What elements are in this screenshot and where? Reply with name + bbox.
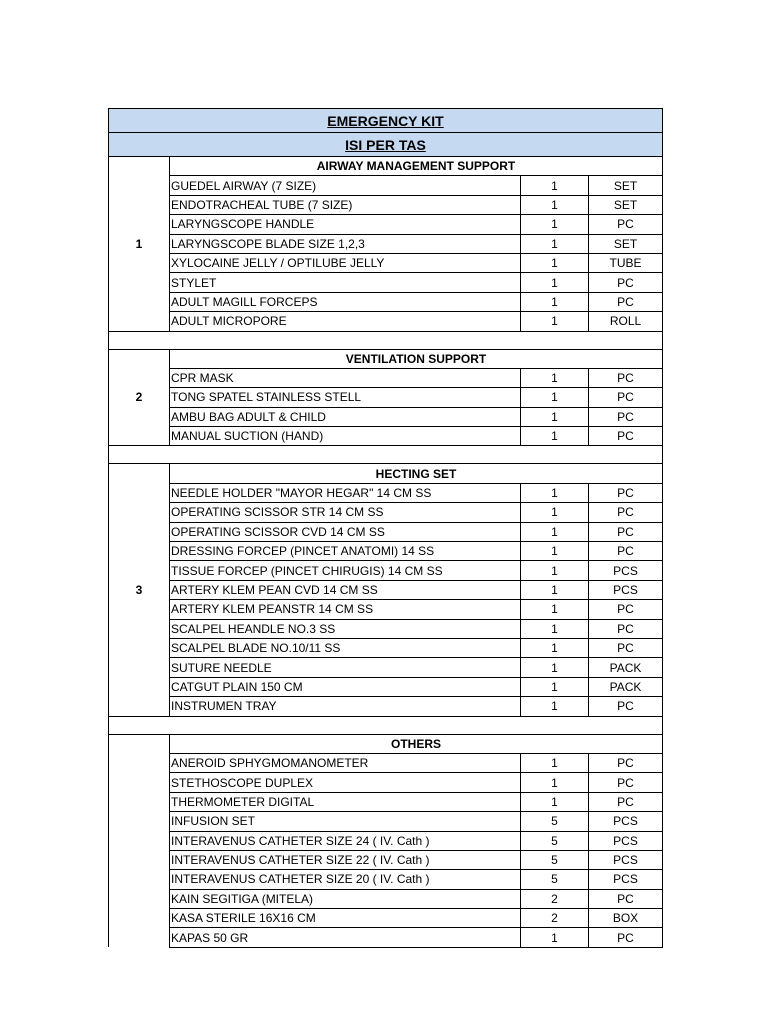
item-quantity: 1 xyxy=(521,522,589,541)
emergency-kit-table xyxy=(108,108,663,948)
item-unit: BOX xyxy=(589,909,663,928)
item-unit: PCS xyxy=(589,812,663,831)
item-name: OPERATING SCISSOR STR 14 CM SS xyxy=(170,503,521,522)
table-row xyxy=(109,677,663,696)
item-unit: PACK xyxy=(589,658,663,677)
item-name: ENDOTRACHEAL TUBE (7 SIZE) xyxy=(170,195,521,214)
table-row xyxy=(109,580,663,599)
item-unit: PC xyxy=(589,427,663,446)
item-quantity: 1 xyxy=(521,542,589,561)
item-unit: PCS xyxy=(589,561,663,580)
table-row xyxy=(109,697,663,716)
table-row xyxy=(109,812,663,831)
section-heading-row xyxy=(109,157,663,176)
item-unit: TUBE xyxy=(589,253,663,272)
item-unit: PC xyxy=(589,619,663,638)
table-row xyxy=(109,619,663,638)
item-quantity: 1 xyxy=(521,368,589,387)
item-quantity: 2 xyxy=(521,909,589,928)
section-heading: HECTING SET xyxy=(170,464,663,483)
item-name: SCALPEL BLADE NO.10/11 SS xyxy=(170,638,521,657)
item-unit: SET xyxy=(589,176,663,195)
item-quantity: 1 xyxy=(521,580,589,599)
table-row xyxy=(109,522,663,541)
item-unit: PC xyxy=(589,407,663,426)
table-row xyxy=(109,773,663,792)
item-unit: PCS xyxy=(589,850,663,869)
item-unit: SET xyxy=(589,234,663,253)
table-row xyxy=(109,195,663,214)
subtitle-row xyxy=(109,133,663,157)
item-name: DRESSING FORCEP (PINCET ANATOMI) 14 SS xyxy=(170,542,521,561)
item-name: LARYNGSCOPE HANDLE xyxy=(170,215,521,234)
item-unit: PC xyxy=(589,638,663,657)
table-row xyxy=(109,427,663,446)
table-row xyxy=(109,909,663,928)
sheet-subtitle: ISI PER TAS xyxy=(109,133,663,157)
item-name: ARTERY KLEM PEANSTR 14 CM SS xyxy=(170,600,521,619)
item-unit: PC xyxy=(589,273,663,292)
item-unit: PCS xyxy=(589,580,663,599)
item-quantity: 5 xyxy=(521,831,589,850)
item-name: ANEROID SPHYGMOMANOMETER xyxy=(170,753,521,772)
table-row xyxy=(109,831,663,850)
item-quantity: 1 xyxy=(521,253,589,272)
item-unit: PC xyxy=(589,368,663,387)
item-unit: PC xyxy=(589,773,663,792)
item-quantity: 1 xyxy=(521,312,589,331)
item-quantity: 1 xyxy=(521,195,589,214)
table-row xyxy=(109,870,663,889)
table-row xyxy=(109,368,663,387)
item-quantity: 1 xyxy=(521,638,589,657)
table-row xyxy=(109,407,663,426)
item-unit: PC xyxy=(589,792,663,811)
item-quantity: 1 xyxy=(521,292,589,311)
item-unit: PC xyxy=(589,889,663,908)
item-name: XYLOCAINE JELLY / OPTILUBE JELLY xyxy=(170,253,521,272)
section-heading-row xyxy=(109,349,663,368)
section-heading: VENTILATION SUPPORT xyxy=(170,349,663,368)
item-name: STYLET xyxy=(170,273,521,292)
item-name: CPR MASK xyxy=(170,368,521,387)
section-number xyxy=(109,734,170,947)
item-quantity: 1 xyxy=(521,792,589,811)
table-row xyxy=(109,388,663,407)
item-name: KAPAS 50 GR xyxy=(170,928,521,947)
item-quantity: 1 xyxy=(521,388,589,407)
table-row xyxy=(109,850,663,869)
item-quantity: 1 xyxy=(521,483,589,502)
item-name: STETHOSCOPE DUPLEX xyxy=(170,773,521,792)
item-name: ADULT MICROPORE xyxy=(170,312,521,331)
item-unit: PC xyxy=(589,292,663,311)
item-unit: PC xyxy=(589,753,663,772)
item-quantity: 2 xyxy=(521,889,589,908)
table-row xyxy=(109,889,663,908)
item-quantity: 1 xyxy=(521,234,589,253)
item-name: ADULT MAGILL FORCEPS xyxy=(170,292,521,311)
item-quantity: 1 xyxy=(521,677,589,696)
item-name: KAIN SEGITIGA (MITELA) xyxy=(170,889,521,908)
table-row xyxy=(109,483,663,502)
item-quantity: 1 xyxy=(521,561,589,580)
item-name: NEEDLE HOLDER "MAYOR HEGAR" 14 CM SS xyxy=(170,483,521,502)
section-heading-row xyxy=(109,734,663,753)
item-quantity: 1 xyxy=(521,753,589,772)
section-heading: OTHERS xyxy=(170,734,663,753)
item-name: TISSUE FORCEP (PINCET CHIRUGIS) 14 CM SS xyxy=(170,561,521,580)
item-unit: PC xyxy=(589,522,663,541)
item-unit: PC xyxy=(589,215,663,234)
table-row xyxy=(109,542,663,561)
item-quantity: 5 xyxy=(521,812,589,831)
section-heading: AIRWAY MANAGEMENT SUPPORT xyxy=(170,157,663,176)
spacer-row xyxy=(109,331,663,349)
item-name: THERMOMETER DIGITAL xyxy=(170,792,521,811)
item-name: TONG SPATEL STAINLESS STELL xyxy=(170,388,521,407)
item-name: MANUAL SUCTION (HAND) xyxy=(170,427,521,446)
section-number: 3 xyxy=(109,464,170,716)
section-number: 1 xyxy=(109,157,170,332)
spacer-cell xyxy=(109,331,663,349)
item-unit: ROLL xyxy=(589,312,663,331)
section-heading-row xyxy=(109,464,663,483)
item-quantity: 1 xyxy=(521,773,589,792)
item-quantity: 1 xyxy=(521,658,589,677)
item-name: AMBU BAG ADULT & CHILD xyxy=(170,407,521,426)
item-quantity: 1 xyxy=(521,928,589,947)
item-name: INTERAVENUS CATHETER SIZE 24 ( IV. Cath ) xyxy=(170,831,521,850)
item-name: INFUSION SET xyxy=(170,812,521,831)
item-quantity: 1 xyxy=(521,503,589,522)
section-number: 2 xyxy=(109,349,170,446)
table-row xyxy=(109,503,663,522)
item-name: SCALPEL HEANDLE NO.3 SS xyxy=(170,619,521,638)
table-row xyxy=(109,792,663,811)
item-quantity: 1 xyxy=(521,619,589,638)
item-unit: PC xyxy=(589,542,663,561)
item-quantity: 5 xyxy=(521,870,589,889)
item-unit: PC xyxy=(589,503,663,522)
spacer-cell xyxy=(109,716,663,734)
item-quantity: 1 xyxy=(521,427,589,446)
item-quantity: 1 xyxy=(521,697,589,716)
item-name: OPERATING SCISSOR CVD 14 CM SS xyxy=(170,522,521,541)
item-quantity: 1 xyxy=(521,273,589,292)
item-name: KASA STERILE 16X16 CM xyxy=(170,909,521,928)
item-unit: PC xyxy=(589,483,663,502)
sheet-title: EMERGENCY KIT xyxy=(109,109,663,133)
item-quantity: 1 xyxy=(521,176,589,195)
table-row xyxy=(109,234,663,253)
item-unit: PC xyxy=(589,388,663,407)
item-quantity: 5 xyxy=(521,850,589,869)
item-name: CATGUT PLAIN 150 CM xyxy=(170,677,521,696)
table-row xyxy=(109,753,663,772)
item-unit: SET xyxy=(589,195,663,214)
item-unit: PC xyxy=(589,928,663,947)
table-row xyxy=(109,292,663,311)
item-name: INTERAVENUS CATHETER SIZE 22 ( IV. Cath ) xyxy=(170,850,521,869)
item-unit: PC xyxy=(589,697,663,716)
item-unit: PCS xyxy=(589,831,663,850)
table-row xyxy=(109,176,663,195)
item-quantity: 1 xyxy=(521,215,589,234)
item-unit: PACK xyxy=(589,677,663,696)
item-unit: PC xyxy=(589,600,663,619)
item-unit: PCS xyxy=(589,870,663,889)
table-row xyxy=(109,928,663,947)
table-row xyxy=(109,273,663,292)
item-quantity: 1 xyxy=(521,407,589,426)
spacer-row xyxy=(109,716,663,734)
spacer-cell xyxy=(109,446,663,464)
item-quantity: 1 xyxy=(521,600,589,619)
item-name: LARYNGSCOPE BLADE SIZE 1,2,3 xyxy=(170,234,521,253)
table-row xyxy=(109,600,663,619)
table-row xyxy=(109,638,663,657)
item-name: SUTURE NEEDLE xyxy=(170,658,521,677)
table-row xyxy=(109,658,663,677)
item-name: ARTERY KLEM PEAN CVD 14 CM SS xyxy=(170,580,521,599)
table-row xyxy=(109,312,663,331)
table-row xyxy=(109,253,663,272)
table-row xyxy=(109,215,663,234)
table-row xyxy=(109,561,663,580)
title-row xyxy=(109,109,663,133)
item-name: INSTRUMEN TRAY xyxy=(170,697,521,716)
item-name: INTERAVENUS CATHETER SIZE 20 ( IV. Cath ) xyxy=(170,870,521,889)
item-name: GUEDEL AIRWAY (7 SIZE) xyxy=(170,176,521,195)
spacer-row xyxy=(109,446,663,464)
